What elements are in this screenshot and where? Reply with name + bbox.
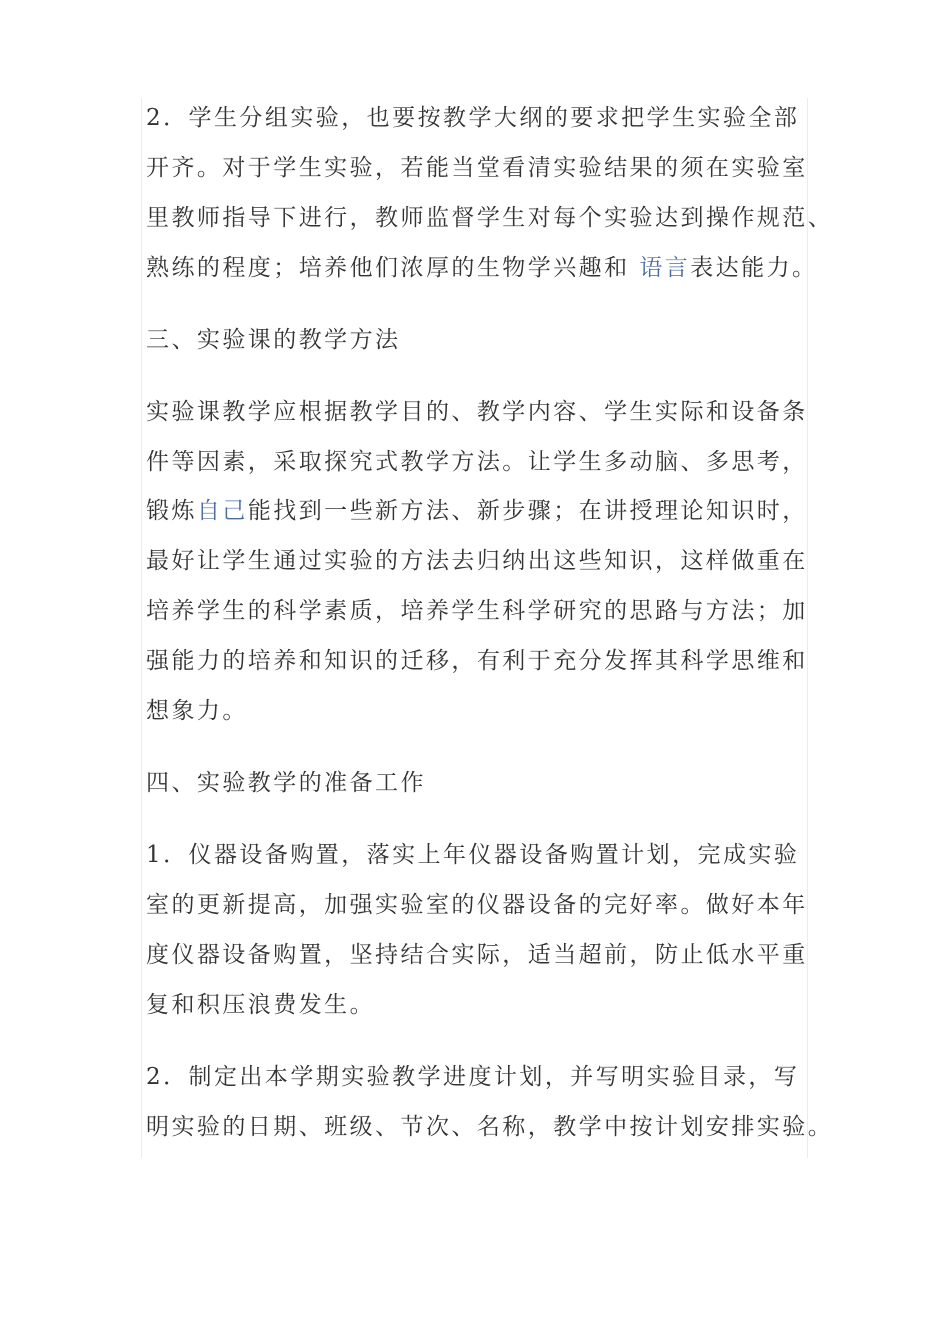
text-run: 室的更新提高，加强实验室的仪器设备的完好率。做好本年 bbox=[146, 892, 808, 918]
paragraph-3-line-3 bbox=[146, 935, 808, 975]
text-run: 2．学生分组实验，也要按教学大纲的要求把学生实验全部 bbox=[146, 105, 800, 131]
paragraph-2-line-4 bbox=[146, 541, 808, 581]
section-heading-4 bbox=[146, 763, 426, 803]
link-self[interactable]: 自己 bbox=[196, 498, 248, 524]
text-run: 复和积压浪费发生。 bbox=[146, 992, 376, 1018]
text-run: 锻炼 bbox=[146, 498, 197, 524]
paragraph-1-line-2 bbox=[146, 148, 808, 188]
paragraph-3-line-2 bbox=[146, 885, 808, 925]
paragraph-2-line-2 bbox=[146, 442, 808, 482]
text-run: 2．制定出本学期实验教学进度计划，并写明实验目录，写 bbox=[146, 1064, 800, 1090]
paragraph-2-line-1 bbox=[146, 392, 808, 432]
section-heading-3 bbox=[146, 320, 401, 360]
paragraph-1-line-3 bbox=[146, 198, 833, 238]
text-run: 里教师指导下进行，教师监督学生对每个实验达到操作规范、 bbox=[146, 205, 834, 231]
paragraph-3-line-4 bbox=[146, 985, 375, 1025]
text-run: 能找到一些新方法、新步骤；在讲授理论知识时， bbox=[247, 498, 808, 524]
paragraph-2-line-3 bbox=[146, 491, 808, 531]
paragraph-1-line-4 bbox=[146, 248, 817, 288]
text-run: 实验课教学应根据教学目的、教学内容、学生实际和设备条 bbox=[146, 399, 808, 425]
text-run: 熟练的程度；培养他们浓厚的生物学兴趣和 bbox=[146, 255, 640, 281]
paragraph-1-line-1 bbox=[146, 98, 799, 138]
text-run: 三、实验课的教学方法 bbox=[146, 327, 401, 353]
text-run: 强能力的培养和知识的迁移，有利于充分发挥其科学思维和 bbox=[146, 648, 808, 674]
text-run: 培养学生的科学素质，培养学生科学研究的思路与方法；加 bbox=[146, 598, 808, 624]
text-run: 明实验的日期、班级、节次、名称，教学中按计划安排实验。 bbox=[146, 1114, 834, 1140]
text-run: 四、实验教学的准备工作 bbox=[146, 770, 426, 796]
paragraph-4-line-2 bbox=[146, 1107, 833, 1147]
paragraph-2-line-5 bbox=[146, 591, 808, 631]
text-run: 度仪器设备购置，坚持结合实际，适当超前，防止低水平重 bbox=[146, 942, 808, 968]
link-language[interactable]: 语言 bbox=[639, 255, 691, 281]
text-run: 1．仪器设备购置，落实上年仪器设备购置计划，完成实验 bbox=[146, 842, 800, 868]
paragraph-2-line-7 bbox=[146, 691, 248, 731]
paragraph-3-line-1 bbox=[146, 835, 799, 875]
paragraph-4-line-1 bbox=[146, 1057, 799, 1097]
paragraph-2-line-6 bbox=[146, 641, 808, 681]
text-run: 想象力。 bbox=[146, 698, 248, 724]
text-run: 表达能力。 bbox=[690, 255, 818, 281]
text-run: 件等因素，采取探究式教学方法。让学生多动脑、多思考， bbox=[146, 449, 808, 475]
text-run: 最好让学生通过实验的方法去归纳出这些知识，这样做重在 bbox=[146, 548, 808, 574]
text-run: 开齐。对于学生实验，若能当堂看清实验结果的须在实验室 bbox=[146, 155, 808, 181]
